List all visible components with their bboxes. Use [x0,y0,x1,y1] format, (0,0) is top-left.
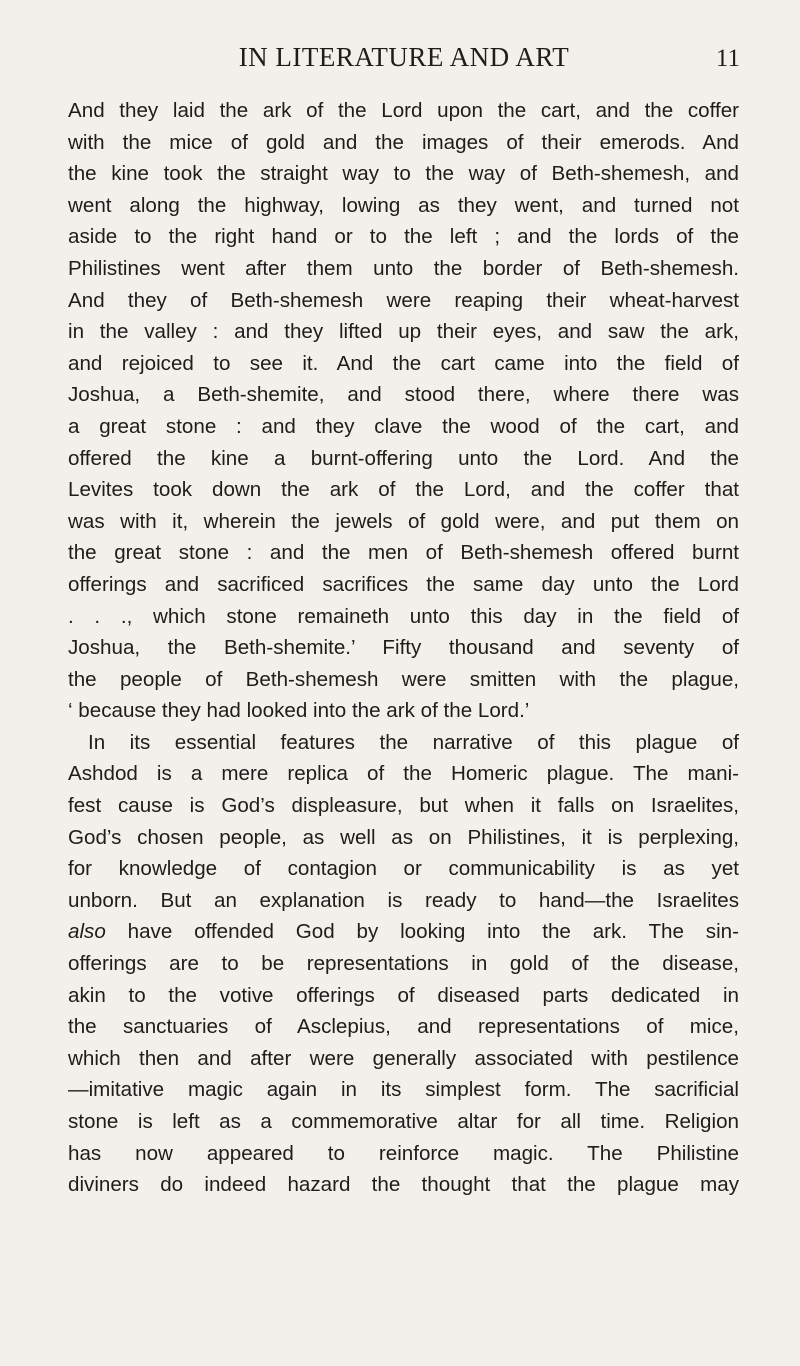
text-line: God’s chosen people, as well as on Philistines, it is perplexing, [68,825,739,849]
text-line: diviners do indeed hazard the thought that the plague may [68,1173,739,1197]
text-line: with the mice of gold and the images of their emerods. And [68,130,739,154]
text-line: a great stone : and they clave the wood of the cart, and [68,414,739,438]
text-line: Philistines went after them unto the border of Beth-shemesh. [68,256,739,280]
text-line: Ashdod is a mere replica of the Homeric plague. The mani- [68,762,739,786]
text-line-rest: have offended God by looking into the ark. The sin- [127,920,739,944]
running-title: IN LITERATURE AND ART [238,42,570,72]
text-line: for knowledge of contagion or communicability is as yet [68,857,739,881]
text-line: the great stone : and the men of Beth-shemesh offered burnt [68,541,739,565]
text-line: offerings and sacrificed sacrifices the same day unto the Lord [68,572,739,596]
text-line: the people of Beth-shemesh were smitten with the plague, [68,667,739,691]
text-line: stone is left as a commemorative altar for all time. Religion [68,1110,739,1133]
text-line: akin to the votive offerings of diseased parts dedicated in [68,983,739,1007]
text-line: And they of Beth-shemesh were reaping their wheat-harvest [68,288,739,312]
text-line: Joshua, a Beth-shemite, and stood there, where there was [68,383,739,407]
text-line: —imitative magic again in its simplest form. The sacrificial [68,1078,739,1102]
text-line: the sanctuaries of Asclepius, and representations of mice, [68,1015,739,1039]
text-line: the kine took the straight way to the way of Beth-shemesh, and [68,162,739,186]
text-line: went along the highway, lowing as they went, and turned not [68,193,739,217]
text-line: in the valley : and they lifted up their eyes, and saw the ark, [68,320,739,344]
text-line: which then and after were generally associated with pestilence [68,1046,739,1070]
page-number: 11 [715,45,740,72]
body-text [68,95,739,1201]
text-line: Joshua, the Beth-shemite.’ Fifty thousand and seventy of [68,636,739,660]
text-line: fest cause is God’s displeasure, but when it falls on Israelites, [68,794,739,818]
text-line: ‘ because they had looked into the ark of the Lord.’ [68,699,530,723]
text-line: In its essential features the narrative of this plague of [88,730,739,754]
text-line: and rejoiced to see it. And the cart came into the field of [68,351,739,375]
text-line: offered the kine a burnt-offering unto the Lord. And the [68,446,739,470]
text-line: aside to the right hand or to the left ; and the lords of the [68,225,739,249]
text-line: was with it, wherein the jewels of gold were, and put them on [68,509,739,533]
text-line: . . ., which stone remaineth unto this day in the field of [68,604,739,628]
text-line: unborn. But an explanation is ready to hand—the Israelites [68,888,739,912]
text-line: And they laid the ark of the Lord upon the cart, and the coffer [68,99,739,122]
text-line: offerings are to be representations in gold of the disease, [68,952,739,976]
text-line: Levites took down the ark of the Lord, and the coffer that [68,478,739,502]
page-header [68,40,740,80]
text-line: has now appeared to reinforce magic. The Philistine [68,1141,739,1165]
italic-word: also [68,920,106,944]
text-line-with-italic [68,916,739,948]
